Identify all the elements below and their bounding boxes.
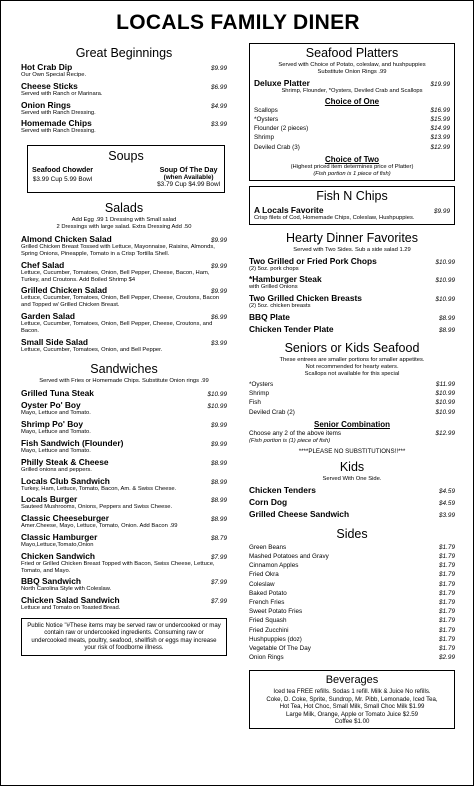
choice-of-one-title: Choice of One [324, 96, 380, 106]
item-name: Grilled Chicken Salad [21, 285, 108, 296]
item-desc: Crisp filets of Cod, Homemade Chips, Coleslaw, Hushpuppies. [254, 214, 415, 221]
menu-item [21, 62, 227, 79]
item-price: $1.79 [439, 571, 455, 579]
item-name: Almond Chicken Salad [21, 234, 112, 245]
item-price: $3.99 [211, 339, 227, 347]
item-desc: Our Own Special Recipe. [21, 72, 87, 78]
sides-list [249, 543, 455, 663]
soup-of-the-day [157, 165, 220, 188]
menu-item [21, 118, 227, 135]
item-name: Shrimp Po' Boy [21, 419, 84, 430]
item-row [21, 81, 227, 91]
item-desc: Lettuce and Tomato on Toasted Bread. [21, 605, 121, 612]
salads-note-2: 2 Dressings with large salad. Extra Dressing Add .50 [56, 224, 192, 231]
item-row [249, 324, 455, 334]
beverages-box [249, 670, 455, 729]
menu-item [249, 293, 455, 310]
item-row [21, 494, 227, 504]
seniors-note-2: Not recommended for hearty eaters. [305, 364, 399, 370]
list-item [249, 408, 455, 417]
left-column [21, 43, 227, 656]
menu-item [21, 337, 227, 354]
item-price: $8.99 [211, 516, 227, 524]
menu-item [21, 532, 227, 549]
item-row [21, 551, 227, 561]
salads-note-1: Add Egg .99 1 Dressing with Small salad [71, 217, 177, 224]
item-row [21, 476, 227, 486]
list-item [249, 543, 455, 552]
item-name: Shrimp [249, 390, 269, 398]
item-price: $8.99 [439, 315, 455, 322]
list-item [249, 598, 455, 607]
item-name: Oyster Po' Boy [21, 400, 81, 411]
item-price: $1.79 [439, 599, 455, 607]
list-item [249, 552, 455, 561]
public-notice: Public Notice "#These items may be served raw or undercooked or may contain raw or undercooked ingredients. Consuming raw or undercooked meats, poultry, seafood, shellfish or eggs may increase your risk of foodborne illness. [21, 618, 227, 656]
item-row [249, 293, 455, 303]
item-desc: Mayo, Lettuce and Tomato. [21, 429, 91, 436]
item-price: $9.99 [211, 422, 227, 430]
menu-item [21, 595, 227, 612]
seniors-note-3: Scallops not available for this special [304, 371, 400, 377]
item-price: $2.99 [439, 654, 455, 662]
item-price: $1.79 [439, 562, 455, 570]
item-row [21, 419, 227, 429]
soup-name: Soup Of The Day [159, 165, 218, 175]
list-item [249, 626, 455, 635]
soup-prices: $3.99 Cup 5.99 Bowl [32, 176, 93, 184]
item-price: $3.99 [211, 121, 227, 129]
sandwiches-note: Served with Fries or Homemade Chips. Substitute Onion rings .99 [39, 378, 209, 385]
hearty-dinner-section [249, 231, 455, 334]
list-item [254, 143, 450, 152]
item-desc: Lettuce, Cucumber, Tomatoes, Onion, Bell Pepper, Cheese, Croutons, and Bacon. [21, 320, 213, 334]
item-name: Philly Steak & Cheese [21, 456, 109, 467]
item-desc: (2) 5oz. pork chops [249, 265, 299, 272]
item-desc: Mayo,Lettuce,Tomato,Onion [21, 541, 94, 548]
list-item [249, 380, 455, 389]
item-desc: Lettuce, Cucumber, Tomatoes, Onion, Bell Pepper, Cheese, Croutons, Bacon and Topped w/ Grilled Chicken Breast. [21, 295, 220, 309]
beverage-line: Large Milk, Orange, Apple or Tomato Juice $2.59 [286, 710, 418, 718]
list-item [249, 644, 455, 653]
item-price: $10.99 [435, 296, 455, 304]
item-price: $9.99 [434, 207, 450, 215]
list-item [249, 616, 455, 625]
soup-prices: $3.79 Cup $4.99 Bowl [157, 181, 220, 189]
list-item [254, 106, 450, 115]
item-price: $1.79 [439, 589, 455, 597]
item-name: Deviled Crab (3) [254, 143, 300, 151]
item-name: Flounder (2 pieces) [254, 125, 309, 133]
menu-item [21, 260, 227, 284]
item-name: *Oysters [254, 116, 279, 123]
soup-name: Seafood Chowder [32, 165, 94, 175]
item-name: Two Grilled Chicken Breasts [249, 293, 362, 304]
item-desc: Served with Ranch or Marinara. [21, 90, 103, 97]
item-name: Onion Rings [21, 99, 71, 110]
item-price: $1.79 [439, 543, 455, 551]
item-name: *Oysters [249, 381, 274, 388]
item-price: $19.99 [430, 81, 450, 88]
salads-section [21, 201, 227, 353]
section-title: Soups [108, 149, 144, 164]
combo-note: (Fish portion is (1) piece of fish) [249, 438, 331, 445]
soup-availability: (when Available) [163, 174, 214, 182]
item-price: $8.99 [439, 327, 455, 334]
item-name: BBQ Plate [249, 312, 290, 322]
menu-item [21, 234, 227, 258]
menu-item [21, 81, 227, 98]
item-row [21, 438, 227, 448]
menu-item [21, 311, 227, 335]
seniors-list [249, 380, 455, 417]
combo-row [249, 429, 455, 438]
item-price: $1.79 [439, 580, 455, 588]
item-name: Mashed Potatoes and Gravy [249, 553, 329, 561]
item-name: Fried Squash [249, 617, 287, 625]
item-row [21, 118, 227, 128]
item-price: $10.99 [435, 277, 455, 285]
sides-section [249, 527, 455, 663]
item-row [254, 78, 450, 88]
fish-n-chips-box [249, 186, 455, 225]
list-item [249, 570, 455, 579]
item-name: Vegetable Of The Day [249, 645, 311, 653]
item-price: $1.79 [439, 626, 455, 634]
item-name: Shrimp [254, 134, 274, 142]
item-desc: Lettuce, Cucumber, Tomatoes, Onion, Bell Pepper, Cheese, Bacon, Ham, Turkey, and Croutons. Add Boiled Shrimp $4 [21, 269, 210, 283]
sandwiches-section [21, 362, 227, 612]
soup-seafood-chowder [32, 165, 93, 188]
item-name: Sweet Potato Fries [249, 608, 303, 616]
item-name: Homemade Chips [21, 118, 92, 129]
item-desc: North Carolina Style with Coleslaw. [21, 586, 112, 593]
menu-item [21, 476, 227, 493]
menu-item [21, 419, 227, 436]
item-name: Chicken Sandwich [21, 550, 95, 561]
item-row [21, 513, 227, 523]
combo-desc: Choose any 2 of the above items [249, 429, 342, 437]
item-price: $12.99 [430, 143, 450, 151]
item-name: Two Grilled or Fried Pork Chops [249, 255, 377, 266]
sandwich-list [21, 388, 227, 612]
item-name: *Hamburger Steak [249, 274, 322, 285]
item-price: $10.99 [435, 390, 455, 398]
item-row [254, 205, 450, 215]
item-desc: Sauteed Mushrooms, Onions, Peppers and Swiss Cheese. [21, 504, 173, 511]
kids-section [249, 460, 455, 521]
item-name: A Locals Favorite [254, 204, 324, 215]
beverage-line: Coffee $1.00 [334, 718, 370, 726]
choice-of-two-note-2: (Fish portion is 1 piece of fish) [313, 170, 391, 177]
menu-item [21, 388, 227, 398]
list-item [254, 124, 450, 133]
menu-item [249, 274, 455, 291]
menu-item [21, 576, 227, 593]
item-row [249, 256, 455, 266]
item-row [249, 274, 455, 284]
item-price: $1.79 [439, 553, 455, 561]
item-row [21, 100, 227, 110]
item-desc: Shrimp, Flounder, *Oysters, Deviled Crab and Scallops [281, 88, 423, 94]
menu-item [21, 457, 227, 474]
item-price: $4.59 [439, 499, 455, 507]
item-name: Chicken Tenders [249, 484, 316, 495]
item-name: Deluxe Platter [254, 78, 310, 88]
section-title: Great Beginnings [75, 46, 173, 60]
list-item [249, 561, 455, 570]
item-row [21, 285, 227, 295]
item-price: $10.99 [435, 258, 455, 266]
section-title: Salads [104, 201, 144, 216]
item-price: $8.99 [211, 497, 227, 505]
item-name: Fried Okra [249, 571, 279, 579]
item-row [21, 311, 227, 321]
list-item [249, 589, 455, 598]
soups-box [27, 145, 225, 193]
item-price: $11.99 [435, 381, 455, 388]
combo-price: $12.99 [435, 429, 455, 437]
item-price: $9.99 [211, 288, 227, 296]
kids-note: Served With One Side. [322, 475, 382, 482]
item-name: Locals Burger [21, 494, 78, 505]
item-price: $10.99 [207, 391, 227, 399]
menu-item [254, 78, 450, 95]
item-name: Fried Zucchini [249, 626, 289, 634]
beverage-lines [254, 688, 450, 725]
item-name: Classic Hamburger [21, 531, 98, 542]
item-desc: Grilled onions and peppers. [21, 466, 92, 473]
item-name: Grilled Tuna Steak [21, 388, 94, 399]
item-name: Coleslaw [249, 580, 275, 588]
item-desc: Fried or Grilled Chicken Breast Topped with Bacon, Swiss Cheese, Lettuce, Tomato, and Mayo. [21, 560, 215, 574]
item-desc: (2) 5oz. chicken breasts [249, 303, 311, 310]
item-price: $16.99 [430, 106, 450, 114]
item-row [21, 234, 227, 244]
item-name: Baked Potato [249, 589, 287, 597]
item-price: $9.99 [211, 65, 227, 72]
item-name: Garden Salad [21, 310, 75, 321]
item-desc: Mayo, Lettuce and Tomato. [21, 410, 91, 417]
item-price: $8.99 [211, 478, 227, 486]
item-price: $10.99 [435, 399, 455, 407]
item-row [21, 457, 227, 467]
item-name: Small Side Salad [21, 336, 89, 347]
item-row [21, 62, 227, 72]
item-name: BBQ Sandwich [21, 576, 82, 587]
item-row [21, 595, 227, 605]
item-name: Deviled Crab (2) [249, 408, 295, 416]
section-title: Kids [339, 459, 365, 474]
seniors-kids-seafood-section [249, 341, 455, 455]
list-item [249, 509, 455, 521]
item-row [21, 576, 227, 586]
item-name: Classic Cheeseburger [21, 513, 109, 524]
kids-list [249, 485, 455, 521]
section-title: Seniors or Kids Seafood [284, 341, 420, 355]
item-name: French Fries [249, 599, 285, 607]
item-desc: Lettuce, Cucumber, Tomatoes, Onion, and Bell Pepper. [21, 346, 163, 353]
item-price: $9.99 [211, 440, 227, 448]
item-row [21, 260, 227, 270]
item-name: Chef Salad [21, 259, 65, 270]
restaurant-title: LOCALS FAMILY DINER [116, 11, 360, 34]
item-name: Fish Sandwich (Flounder) [21, 437, 124, 448]
item-name: Cheese Sticks [21, 80, 78, 91]
section-title: Fish N Chips [316, 188, 388, 203]
item-price: $4.99 [211, 102, 227, 110]
platters-note-2: Substitute Onion Rings .99 [317, 69, 387, 75]
hearty-list [249, 256, 455, 334]
item-price: $1.79 [439, 608, 455, 616]
menu-item [21, 513, 227, 530]
item-desc: Grilled Chicken Breast Tossed with Lettuce, Mayonnaise, Raisins, Almonds, Spring Onions, Pineapple, Tomato in a Crisp Tortilla Shell. [21, 244, 215, 257]
item-price: $3.99 [439, 511, 455, 519]
great-beginnings-section [21, 46, 227, 135]
item-price: $6.99 [211, 313, 227, 321]
item-name: Fish [249, 399, 261, 407]
item-name: Hot Crab Dip [21, 62, 73, 72]
item-price: $7.99 [211, 579, 227, 587]
menu-item [249, 256, 455, 273]
item-price: $13.99 [430, 134, 450, 142]
item-price: $9.99 [211, 262, 227, 270]
item-price: $9.99 [211, 237, 227, 245]
beverage-line: Coke, D. Coke, Sprite, Sundrop, Mr. Pibb, Lemonade, Iced Tea, [266, 695, 438, 703]
item-row [21, 388, 227, 398]
item-desc: Served with Ranch Dressing. [21, 109, 96, 116]
menu-item [21, 551, 227, 575]
item-name: Hushpuppies (doz) [249, 635, 302, 643]
list-item [249, 635, 455, 644]
appetizer-list [21, 62, 227, 135]
item-name: Chicken Tender Plate [249, 324, 334, 334]
choice-of-two-note-1: (Highest priced item determines price of Platter) [290, 163, 414, 170]
item-row [249, 312, 455, 322]
no-substitutions-note: ****PLEASE NO SUBSTITUTIONS!!*** [298, 447, 406, 455]
item-price: $14.99 [430, 125, 450, 133]
list-item [249, 389, 455, 398]
item-desc: Amer.Cheese, Mayo, Lettuce, Tomato, Onion. Add Bacon .99 [21, 523, 178, 530]
item-desc: with Grilled Onions [249, 284, 298, 291]
menu-item [21, 100, 227, 117]
list-item [249, 580, 455, 589]
item-name: Corn Dog [249, 496, 288, 507]
list-item [249, 607, 455, 616]
beverage-line: Hot Tea, Hot Choc, Small Milk, Small Choc Milk $1.99 [279, 703, 425, 711]
item-price: $4.59 [439, 487, 455, 495]
list-item [254, 133, 450, 142]
beverage-line: Iced tea FREE refills. Sodas 1 refill. Milk & Juice No refills. [273, 688, 431, 696]
item-price: $1.79 [439, 645, 455, 653]
platters-note-1: Served with Choice of Potato, coleslaw, and hushpuppies [278, 62, 426, 68]
item-price: $8.79 [211, 534, 227, 542]
item-row [21, 400, 227, 410]
list-item [249, 398, 455, 407]
choice-of-two-title: Choice of Two [324, 154, 380, 164]
item-name: Chicken Salad Sandwich [21, 595, 120, 606]
item-price: $15.99 [430, 116, 450, 123]
hearty-note: Served with Two Sides. Sub a side salad 1.29 [293, 246, 411, 253]
item-row [21, 337, 227, 347]
list-item [249, 497, 455, 509]
salad-list [21, 234, 227, 353]
item-price: $7.99 [211, 598, 227, 606]
item-desc: Served with Ranch Dressing. [21, 128, 96, 135]
item-name: Green Beans [249, 543, 287, 551]
item-name: Grilled Cheese Sandwich [249, 508, 350, 519]
item-price: $10.99 [435, 408, 455, 416]
seniors-note-1: These entrees are smaller portions for smaller appetites. [279, 357, 425, 363]
list-item [249, 485, 455, 497]
item-price: $1.79 [439, 617, 455, 625]
section-title: Sides [336, 526, 368, 541]
item-price: $6.99 [211, 83, 227, 91]
item-name: Locals Club Sandwich [21, 475, 110, 486]
menu-item [21, 438, 227, 455]
section-title: Beverages [325, 674, 379, 687]
section-title: Hearty Dinner Favorites [286, 230, 418, 245]
item-price: $7.99 [211, 553, 227, 561]
item-price: $1.79 [439, 635, 455, 643]
menu-item [249, 324, 455, 334]
item-name: Onion Rings [249, 654, 284, 662]
list-item [249, 653, 455, 662]
seafood-platters-box [249, 43, 455, 181]
menu-item [21, 285, 227, 309]
right-column [249, 43, 455, 729]
menu-item [21, 494, 227, 511]
menu-item [21, 400, 227, 417]
item-row [21, 532, 227, 542]
item-desc: Mayo, Lettuce and Tomato. [21, 447, 91, 454]
section-title: Seafood Platters [305, 46, 399, 60]
item-price: $10.99 [207, 403, 227, 411]
item-price: $8.99 [211, 459, 227, 467]
item-name: Cinnamon Apples [249, 562, 299, 570]
list-item [254, 115, 450, 124]
soups-row [32, 165, 220, 188]
senior-combination-title: Senior Combination [314, 419, 390, 429]
menu-item [249, 312, 455, 322]
item-name: Scallops [254, 106, 278, 114]
choice-of-one-list [254, 106, 450, 152]
item-desc: Turkey, Ham, Lettuce, Tomato, Bacon, Am. & Swiss Cheese. [21, 485, 177, 492]
section-title: Sandwiches [90, 362, 158, 377]
